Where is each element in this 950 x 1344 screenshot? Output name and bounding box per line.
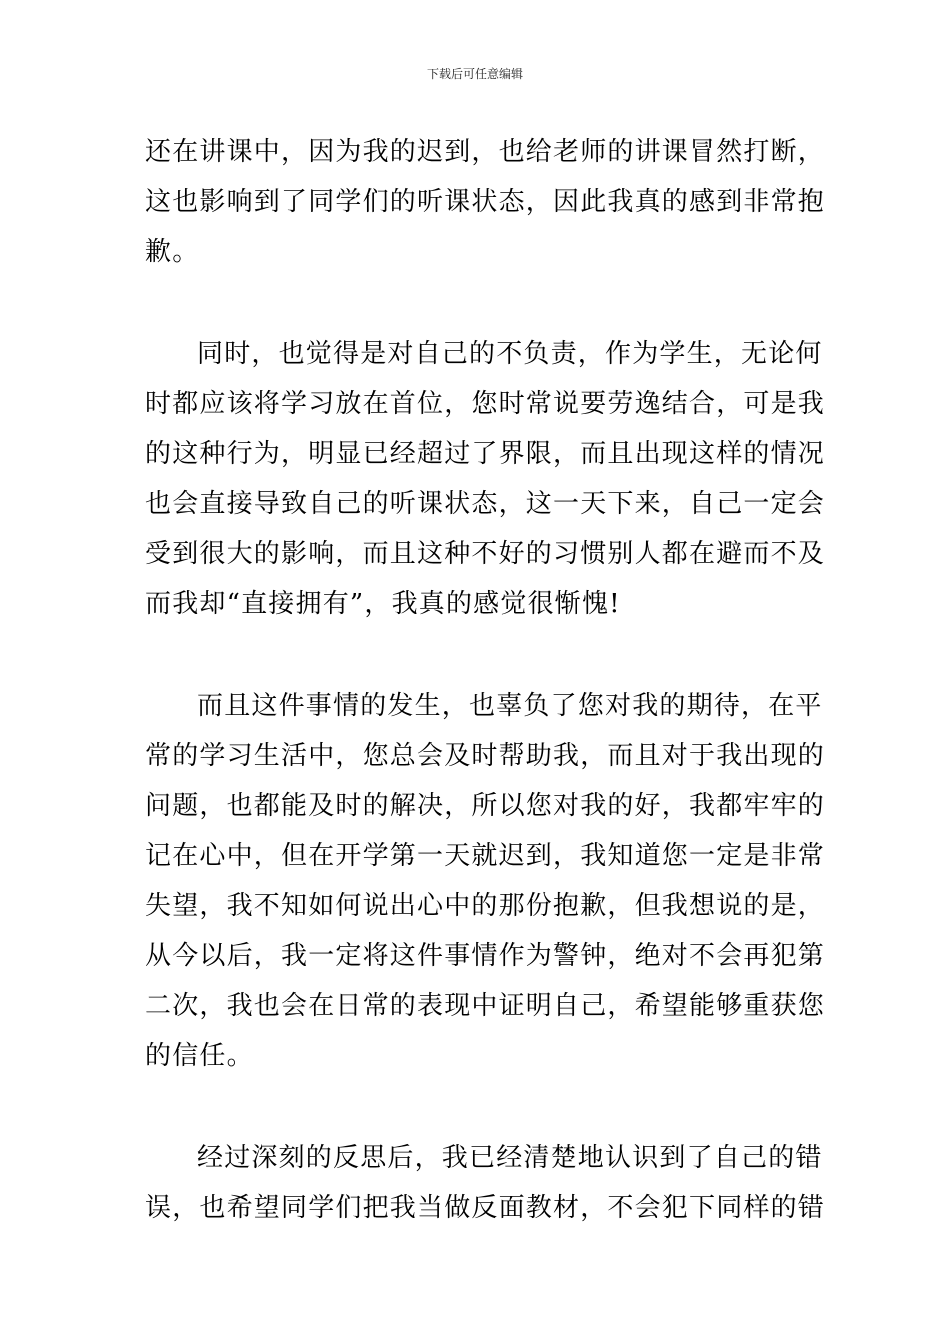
paragraph-line: 的这种行为，明显已经超过了界限，而且出现这样的情况: [145, 439, 826, 469]
paragraph-line: 从今以后，我一定将这件事情作为警钟，绝对不会再犯第: [145, 941, 826, 971]
paragraph-line: 问题，也都能及时的解决，所以您对我的好，我都牢牢的: [145, 791, 826, 821]
paragraph-line: 同时，也觉得是对自己的不负责，作为学生，无论何: [197, 339, 823, 369]
paragraph-line: 失望，我不知如何说出心中的那份抱歉，但我想说的是，: [145, 891, 826, 921]
paragraph-line: 二次，我也会在日常的表现中证明自己，希望能够重获您: [145, 991, 826, 1021]
paragraph-line: 受到很大的影响，而且这种不好的习惯别人都在避而不及: [145, 539, 826, 569]
paragraph-line: 的信任。: [145, 1041, 254, 1071]
paragraph-3: [145, 681, 826, 1081]
paragraph-gap: [145, 1081, 809, 1133]
paragraph-line: 时都应该将学习放在首位，您时常说要劳逸结合，可是我: [145, 389, 826, 419]
paragraph-line: 还在讲课中，因为我的迟到，也给老师的讲课冒然打断，: [145, 137, 826, 167]
paragraph-line: 记在心中，但在开学第一天就迟到，我知道您一定是非常: [145, 841, 826, 871]
paragraph-line: 这也影响到了同学们的听课状态，因此我真的感到非常抱: [145, 187, 826, 217]
paragraph-line: 而且这件事情的发生，也辜负了您对我的期待，在平: [197, 691, 823, 721]
paragraph-4: [145, 1133, 826, 1233]
paragraph-line: 歉。: [145, 237, 200, 267]
page-header: 下载后可任意编辑: [426, 67, 523, 81]
paragraph-line: 经过深刻的反思后，我已经清楚地认识到了自己的错: [197, 1143, 823, 1173]
paragraph-gap: [145, 629, 809, 681]
paragraph-line: 也会直接导致自己的听课状态，这一天下来，自己一定会: [145, 489, 826, 519]
document-body: [145, 127, 826, 1233]
paragraph-line: 而我却“直接拥有”，我真的感觉很惭愧!: [145, 589, 621, 619]
paragraph-2: [145, 329, 826, 629]
paragraph-gap: [145, 277, 809, 329]
paragraph-line: 误，也希望同学们把我当做反面教材，不会犯下同样的错: [145, 1193, 826, 1223]
paragraph-1: [145, 127, 826, 277]
paragraph-line: 常的学习生活中，您总会及时帮助我，而且对于我出现的: [145, 741, 826, 771]
